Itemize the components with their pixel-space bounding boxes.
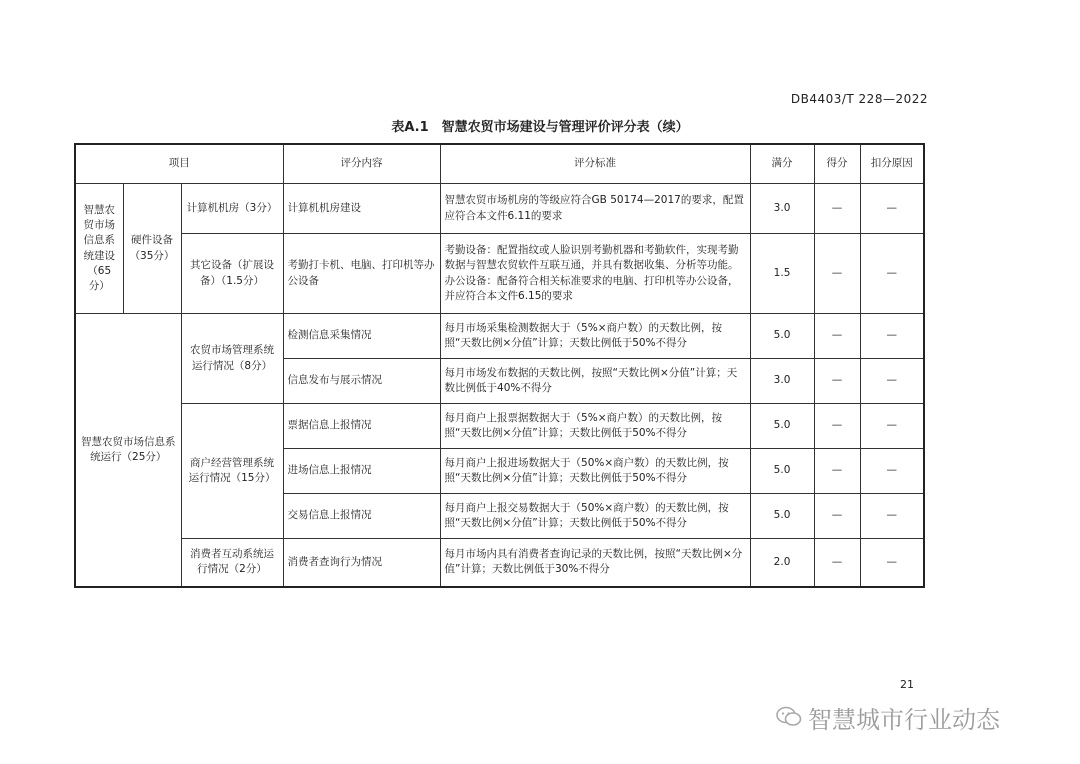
score-cell: — [814,539,860,587]
score-cell: — [814,234,860,314]
reason-cell: — [860,184,924,234]
page-number: 21 [900,678,914,691]
watermark-text: 智慧城市行业动态 [808,706,1000,734]
table-row [75,404,924,449]
reason-cell: — [860,314,924,359]
content-cell: 票据信息上报情况 [283,404,440,449]
document-number: DB4403/T 228—2022 [790,92,928,106]
content-cell: 进场信息上报情况 [283,449,440,494]
reason-cell: — [860,449,924,494]
subcategory-cell: 商户经营管理系统运行情况（15分） [181,404,283,539]
full-score-cell: 5.0 [750,314,814,359]
content-cell: 考勤打卡机、电脑、打印机等办公设备 [283,234,440,314]
header-deduction-reason: 扣分原因 [860,144,924,184]
score-cell: — [814,184,860,234]
content-cell: 交易信息上报情况 [283,494,440,539]
score-cell: — [814,494,860,539]
full-score-cell: 5.0 [750,449,814,494]
subcategory-cell: 农贸市场管理系统运行情况（8分） [181,314,283,404]
table-row [75,314,924,359]
content-cell: 检测信息采集情况 [283,314,440,359]
criteria-cell: 每月商户上报进场数据大于（50%×商户数）的天数比例，按照“天数比例×分值”计算；天数比例低于50%不得分 [440,449,750,494]
header-score: 得分 [814,144,860,184]
content-cell: 信息发布与展示情况 [283,359,440,404]
item-cell: 消费者互动系统运行情况（2分） [181,539,283,587]
full-score-cell: 5.0 [750,494,814,539]
reason-cell: — [860,234,924,314]
full-score-cell: 2.0 [750,539,814,587]
reason-cell: — [860,539,924,587]
reason-cell: — [860,359,924,404]
table-header-row [75,144,924,184]
criteria-cell: 每月商户上报交易数据大于（50%×商户数）的天数比例，按照“天数比例×分值”计算；天数比例低于50%不得分 [440,494,750,539]
table-row [75,184,924,234]
full-score-cell: 3.0 [750,184,814,234]
criteria-cell: 考勤设备：配置指纹或人脸识别考勤机器和考勤软件，实现考勤数据与智慧农贸软件互联互通，并具有数据收集、分析等功能。办公设备：配备符合相关标准要求的电脑、打印机等办公设备，并应符合本文件6.15的要求 [440,234,750,314]
table-row [75,234,924,314]
criteria-cell: 每月市场采集检测数据大于（5%×商户数）的天数比例，按照“天数比例×分值”计算；天数比例低于50%不得分 [440,314,750,359]
subcategory-cell: 硬件设备（35分） [123,184,181,314]
category-cell: 智慧农贸市场信息系统运行（25分） [75,314,181,587]
score-cell: — [814,314,860,359]
full-score-cell: 1.5 [750,234,814,314]
content-cell: 消费者查询行为情况 [283,539,440,587]
score-cell: — [814,449,860,494]
criteria-cell: 每月市场发布数据的天数比例，按照“天数比例×分值”计算；天数比例低于40%不得分 [440,359,750,404]
category-cell: 智慧农贸市场信息系统建设（65分） [75,184,123,314]
item-cell: 计算机机房（3分） [181,184,283,234]
content-cell: 计算机机房建设 [283,184,440,234]
table-row [75,539,924,587]
header-content: 评分内容 [283,144,440,184]
criteria-cell: 智慧农贸市场机房的等级应符合GB 50174—2017的要求，配置应符合本文件6.11的要求 [440,184,750,234]
criteria-cell: 每月市场内具有消费者查询记录的天数比例，按照“天数比例×分值”计算；天数比例低于30%不得分 [440,539,750,587]
header-criteria: 评分标准 [440,144,750,184]
wechat-icon [776,706,802,733]
header-full-score: 满分 [750,144,814,184]
reason-cell: — [860,404,924,449]
criteria-cell: 每月商户上报票据数据大于（5%×商户数）的天数比例，按照“天数比例×分值”计算；天数比例低于50%不得分 [440,404,750,449]
score-cell: — [814,359,860,404]
evaluation-table [74,143,925,588]
item-cell: 其它设备（扩展设备）（1.5分） [181,234,283,314]
score-cell: — [814,404,860,449]
full-score-cell: 3.0 [750,359,814,404]
full-score-cell: 5.0 [750,404,814,449]
watermark [776,700,1000,735]
header-item: 项目 [75,144,283,184]
table-title: 表A.1 智慧农贸市场建设与管理评价评分表（续） [391,120,689,135]
reason-cell: — [860,494,924,539]
